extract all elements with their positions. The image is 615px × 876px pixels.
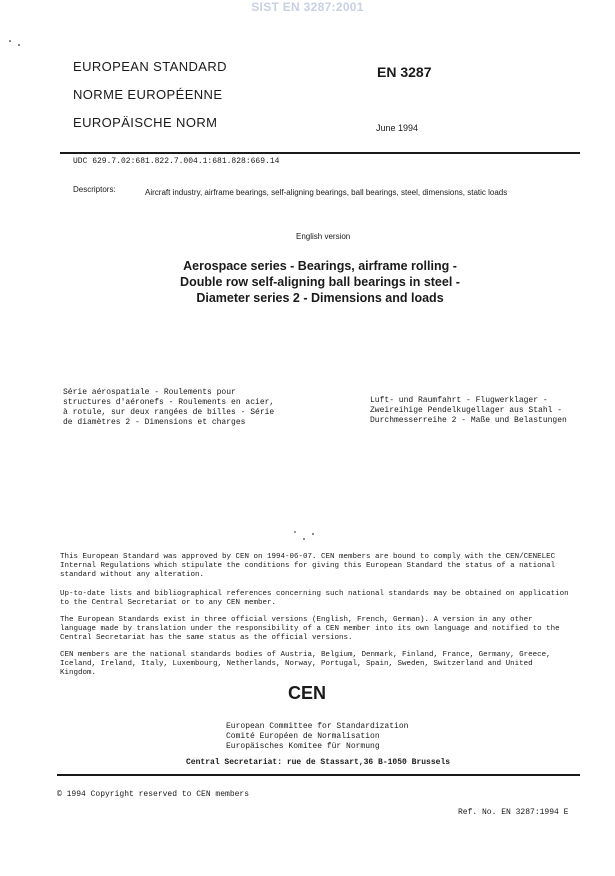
udc-code: UDC 629.7.02:681.822.7.004.1:681.828:669.14 (73, 157, 280, 166)
approval-paragraph: This European Standard was approved by CEN on 1994-06-07. CEN members are bound to comply with the CEN/CENELEC Internal Regulations which stipulate the conditions for giving this European Standard the status of a national standard without any alteration. (60, 553, 556, 579)
standard-number: EN 3287 (377, 64, 432, 80)
cen-name-english: European Committee for Standardization (226, 722, 409, 731)
publication-date: June 1994 (376, 123, 419, 133)
copyright-notice: © 1994 Copyright reserved to CEN members (57, 790, 250, 799)
document-title-line: Diameter series 2 - Dimensions and loads (196, 291, 444, 305)
versions-paragraph: The European Standards exist in three official versions (English, French, German). A version in any other language made by translation under the responsibility of a CEN member into its own language and notified to the Central Secretariat has the same status as the official versions. (60, 616, 560, 642)
references-paragraph: Up-to-date lists and bibliographical references concerning such national standards may be obtained on application to the Central Secretariat or to any CEN member. (60, 590, 569, 607)
cen-name-german: Europäisches Komitee für Normung (226, 742, 380, 751)
standard-title-english: EUROPEAN STANDARD (73, 59, 227, 74)
footer-divider (57, 774, 580, 776)
descriptors-label: Descriptors: (73, 185, 116, 194)
french-title: Série aérospatiale - Roulements pour structures d'aéronefs - Roulements en acier, à rotule, sur deux rangées de billes - Série de diamètres 2 - Dimensions et charges (63, 388, 275, 427)
descriptors-text: Aircraft industry, airframe bearings, self-aligning bearings, ball bearings, steel, dimensions, static loads (145, 188, 508, 197)
cen-name-french: Comité Européen de Normalisation (226, 732, 380, 741)
members-paragraph: CEN members are the national standards bodies of Austria, Belgium, Denmark, Finland, France, Germany, Greece, Iceland, Ireland, Italy, Luxembourg, Netherlands, Norway, Portugal, Spain, Sweden, Switzerland and United Kingdom. (60, 651, 551, 677)
document-title-line: Double row self-aligning ball bearings in steel - (180, 275, 460, 289)
header-divider (60, 152, 580, 154)
document-title (160, 258, 480, 306)
standard-title-german: EUROPÄISCHE NORM (73, 115, 218, 130)
language-version: English version (296, 232, 351, 241)
standard-title-french: NORME EUROPÉENNE (73, 87, 223, 102)
reference-number: Ref. No. EN 3287:1994 E (458, 808, 569, 817)
german-title: Luft- und Raumfahrt - Flugwerklager - Zweireihige Pendelkugellager aus Stahl - Durchmesserreihe 2 - Maße und Belastungen (370, 396, 567, 425)
document-title-line: Aerospace series - Bearings, airframe rolling - (183, 259, 457, 273)
cen-committee-names (226, 722, 408, 752)
cen-acronym: CEN (288, 683, 327, 703)
central-secretariat: Central Secretariat: rue de Stassart,36 B-1050 Brussels (186, 758, 451, 767)
watermark: SIST EN 3287:2001 (251, 0, 364, 14)
